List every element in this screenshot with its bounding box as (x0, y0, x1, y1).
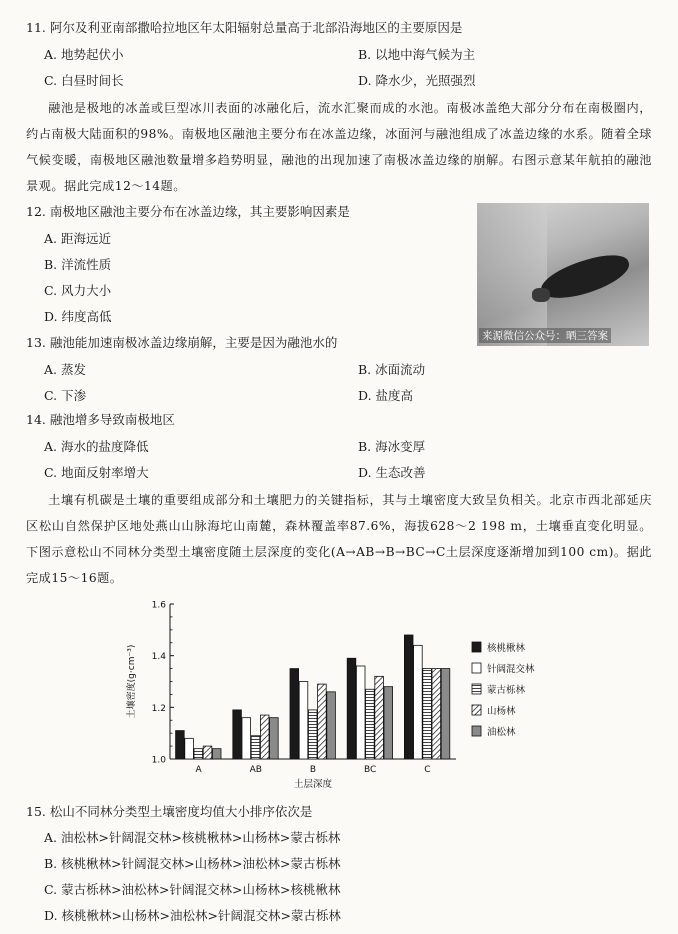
x-tick-label: C (424, 765, 431, 775)
bar-A-1 (185, 738, 194, 759)
bar-BC-2 (366, 689, 375, 759)
x-tick-label: A (195, 765, 202, 775)
q15-option-a[interactable]: A. 油松林>针阔混交林>核桃楸林>山杨林>蒙古栎林 (44, 830, 341, 845)
q13-stem: 13. 融池能加速南极冰盖边缘崩解，主要是因为融池水的 (26, 335, 338, 350)
meltpond-photo (477, 203, 649, 346)
bar-A-3 (203, 746, 212, 759)
q12-option-a[interactable]: A. 距海远近 (44, 231, 111, 246)
bar-BC-4 (384, 687, 393, 759)
bar-A-2 (194, 749, 203, 759)
q14-option-b[interactable]: B. 海冰变厚 (358, 439, 426, 454)
q11-option-a[interactable]: A. 地势起伏小 (44, 47, 124, 62)
photo-rock (532, 288, 550, 302)
y-tick-label: 1.2 (151, 703, 166, 714)
q14-option-a[interactable]: A. 海水的盐度降低 (44, 439, 149, 454)
bar-B-3 (318, 684, 327, 759)
legend-label: 核桃楸林 (487, 643, 526, 654)
bar-AB-4 (270, 718, 279, 759)
legend-swatch (472, 684, 481, 694)
bar-C-0 (404, 635, 413, 759)
bar-AB-2 (251, 736, 260, 759)
q11-stem: 11. 阿尔及利亚南部撒哈拉地区年太阳辐射总量高于北部沿海地区的主要原因是 (26, 20, 463, 35)
y-tick-label: 1.6 (151, 600, 166, 611)
q13-option-c[interactable]: C. 下渗 (44, 388, 87, 403)
x-tick-label: BC (364, 765, 377, 775)
q14-option-c[interactable]: C. 地面反射率增大 (44, 465, 149, 480)
bar-AB-0 (233, 710, 242, 759)
bar-BC-0 (347, 658, 356, 759)
q12-option-b[interactable]: B. 洋流性质 (44, 257, 112, 272)
photo-meltpond (536, 248, 633, 307)
q12-stem: 12. 南极地区融池主要分布在冰盖边缘，其主要影响因素是 (26, 204, 350, 219)
soil-density-chart (120, 594, 560, 794)
y-tick-label: 1.4 (151, 652, 166, 663)
bar-BC-1 (356, 666, 365, 759)
bar-C-1 (414, 645, 423, 759)
photo-watermark: 来源微信公众号：晒三答案 (479, 328, 611, 343)
legend-swatch (472, 705, 481, 715)
q15-option-d[interactable]: D. 核桃楸林>山杨林>油松林>针阔混交林>蒙古栎林 (44, 908, 341, 923)
x-axis-label: 土层深度 (293, 779, 333, 790)
bar-B-4 (327, 692, 336, 759)
q13-option-a[interactable]: A. 蒸发 (44, 362, 86, 377)
legend-swatch (472, 726, 481, 736)
legend-swatch (472, 642, 481, 652)
q11-option-d[interactable]: D. 降水少，光照强烈 (358, 73, 476, 88)
q13-option-d[interactable]: D. 盐度高 (358, 388, 414, 403)
q11-option-b[interactable]: B. 以地中海气候为主 (358, 47, 476, 62)
q14-stem: 14. 融池增多导致南极地区 (26, 412, 175, 427)
bar-A-4 (212, 749, 221, 759)
q15-stem: 15. 松山不同林分类型土壤密度均值大小排序依次是 (26, 804, 313, 819)
legend-label: 针阔混交林 (487, 664, 535, 675)
bar-B-0 (290, 669, 299, 759)
q13-option-b[interactable]: B. 冰面流动 (358, 362, 426, 377)
legend-label: 蒙古栎林 (487, 685, 526, 696)
q14-option-d[interactable]: D. 生态改善 (358, 465, 426, 480)
y-axis-label: 土壤密度(g·cm⁻³) (127, 644, 137, 719)
y-tick-label: 1.0 (151, 755, 166, 766)
bar-AB-3 (260, 715, 269, 759)
legend-label: 油松林 (487, 727, 516, 738)
bar-BC-3 (375, 676, 384, 759)
legend-label: 山杨林 (487, 706, 516, 717)
bar-C-2 (423, 669, 432, 759)
bar-B-2 (308, 710, 317, 759)
bar-B-1 (299, 682, 308, 760)
q12-option-c[interactable]: C. 风力大小 (44, 283, 112, 298)
q15-option-c[interactable]: C. 蒙古栎林>油松林>针阔混交林>山杨林>核桃楸林 (44, 882, 341, 897)
bar-A-0 (176, 731, 185, 759)
bar-C-4 (441, 669, 450, 759)
legend-swatch (472, 663, 481, 673)
passage-meltpond: 融池是极地的冰盖或巨型冰川表面的冰融化后，流水汇聚而成的水池。南极冰盖绝大部分分布在南极圈内，约占南极大陆面积的98%。南极地区融池主要分布在冰盖边缘，冰面河与融池组成了冰盖边缘的水系。随着全球气候变暖，南极地区融池数量增多趋势明显，融池的出现加速了南极冰盖边缘的崩解。右图示意某年航拍的融池景观。据此完成12～14题。 (26, 101, 652, 193)
x-tick-label: B (309, 765, 317, 775)
bar-C-3 (432, 669, 441, 759)
bar-AB-1 (242, 718, 251, 759)
photo-ice-wall (477, 203, 547, 346)
x-tick-label: AB (249, 765, 262, 775)
q12-option-d[interactable]: D. 纬度高低 (44, 309, 112, 324)
q15-option-b[interactable]: B. 核桃楸林>针阔混交林>山杨林>油松林>蒙古栎林 (44, 856, 341, 871)
passage-soil: 土壤有机碳是土壤的重要组成部分和土壤肥力的关键指标，其与土壤密度大致呈负相关。北京市西北部延庆区松山自然保护区地处燕山山脉海坨山南麓，森林覆盖率87.6%，海拔628～2 198 m，土壤垂直变化明显。下图示意松山不同林分类型土壤密度随土层深度的变化(A→AB→B→BC→C土层深度逐渐增加到100 cm)。据此完成15～16题。 (26, 493, 652, 585)
q11-option-c[interactable]: C. 白昼时间长 (44, 73, 124, 88)
